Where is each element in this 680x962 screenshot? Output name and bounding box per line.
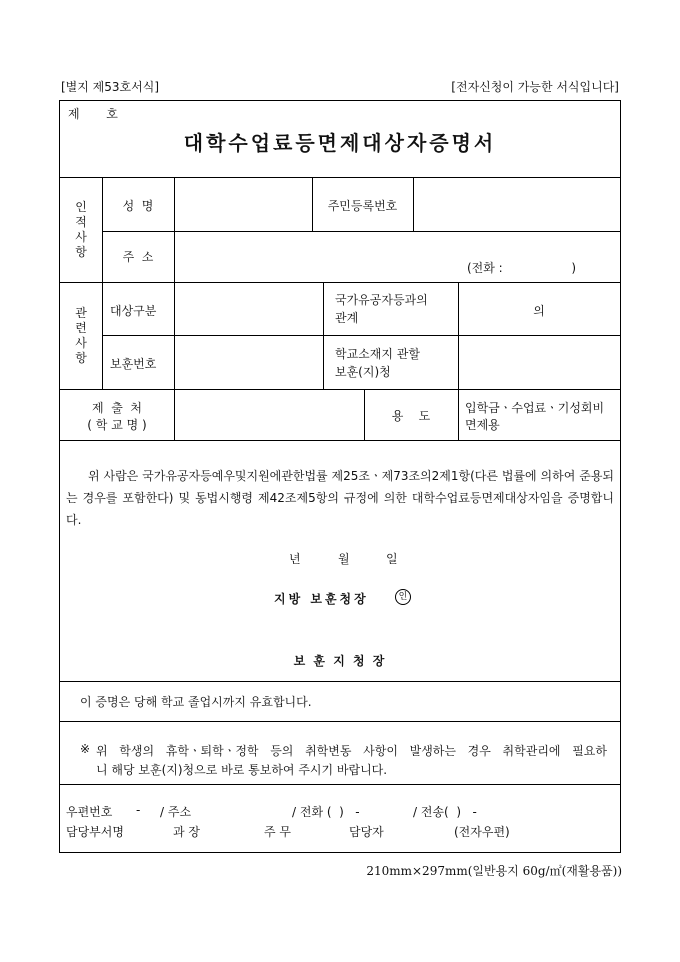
divider: [60, 177, 620, 178]
divider: [458, 282, 459, 389]
divider: [60, 389, 620, 390]
form-number: [별지 제53호서식]: [61, 80, 159, 94]
paper-specification: 210mm×297mm(일반용지 60g/㎡(재활용품)): [366, 864, 622, 878]
divider: [174, 389, 175, 440]
issuer-title: 지방 보훈청장: [274, 592, 369, 606]
divider: [60, 784, 620, 785]
purpose-line1: 입학금ㆍ수업료ㆍ기성회비: [465, 401, 605, 415]
section-chief-label: 과 장: [173, 825, 200, 839]
director-label: 주 무: [264, 825, 291, 839]
form-title: 대학수업료등면제대상자증명서: [183, 131, 497, 155]
footer-phone-label: / 전화 ( ) -: [292, 805, 360, 819]
validity-note: 이 증명은 당해 학교 졸업시까지 유효합니다.: [80, 695, 312, 709]
date-day: 일: [386, 552, 398, 566]
email-label: (전자우편): [454, 825, 510, 839]
seal-mark: 인: [395, 589, 411, 605]
personal-section-label: 인적사항: [75, 200, 87, 259]
officer-label: 담당자: [349, 825, 384, 839]
footer-fax-label: / 전송( ) -: [413, 805, 477, 819]
electronic-notice: [전자신청이 가능한 서식입니다]: [451, 80, 619, 94]
relation-field[interactable]: 의: [533, 304, 545, 318]
purpose-label: 용 도: [391, 409, 431, 423]
postal-code-label: 우편번호: [66, 805, 113, 819]
divider: [174, 282, 175, 389]
divider: [458, 389, 459, 440]
divider: [174, 177, 175, 282]
phone-label: (전화 : ): [467, 261, 577, 275]
postal-code-separator: -: [136, 803, 141, 817]
divider: [60, 282, 620, 283]
relation-label-line2: 관계: [335, 311, 359, 325]
destination-label-line2: ( 학 교 명 ): [87, 418, 147, 432]
veteran-number-label: 보훈번호: [110, 357, 157, 371]
address-label: 주 소: [122, 250, 154, 264]
serial-number-label: 제 호: [68, 107, 118, 121]
resident-number-label: 주민등록번호: [327, 199, 398, 213]
date-month: 월: [338, 552, 350, 566]
divider: [413, 177, 414, 231]
name-label: 성 명: [122, 199, 154, 213]
destination-label-line1: 제 출 처: [91, 401, 143, 415]
divider: [102, 231, 620, 232]
notice-line1: 위 학생의 휴학ㆍ퇴학ㆍ정학 등의 취학변동 사항이 발생하는 경우 취학관리에 필요하: [96, 744, 607, 758]
relation-label-line1: 국가유공자등과의: [335, 293, 428, 307]
divider: [60, 681, 620, 682]
department-label: 담당부서명: [66, 825, 124, 839]
footer-address-label: / 주소: [160, 805, 192, 819]
date-year: 년: [289, 552, 301, 566]
jurisdiction-label-line1: 학교소재지 관할: [335, 347, 420, 361]
divider: [60, 721, 620, 722]
divider: [323, 282, 324, 389]
divider: [60, 440, 620, 441]
issuer-alternate: 보 훈 지 청 장: [293, 654, 387, 668]
target-category-label: 대상구분: [110, 304, 157, 318]
notice-mark: ※: [80, 742, 91, 756]
certification-text: 위 사람은 국가유공자등예우및지원에관한법률 제25조ㆍ제73조의2제1항(다른 법률에 의하여 준용되는 경우를 포함한다) 및 동법시행령 제42조제5항의 규정에 의한 대학수업료등면제대상자임을 증명합니다.: [66, 469, 614, 527]
notice-line2: 니 해당 보훈(지)청으로 바로 통보하여 주시기 바랍니다.: [96, 763, 388, 777]
divider: [102, 335, 620, 336]
relation-section-label: 관련사항: [75, 306, 87, 365]
purpose-line2: 면제용: [465, 418, 500, 432]
certificate-form: [59, 100, 621, 853]
jurisdiction-label-line2: 보훈(지)청: [335, 365, 391, 379]
